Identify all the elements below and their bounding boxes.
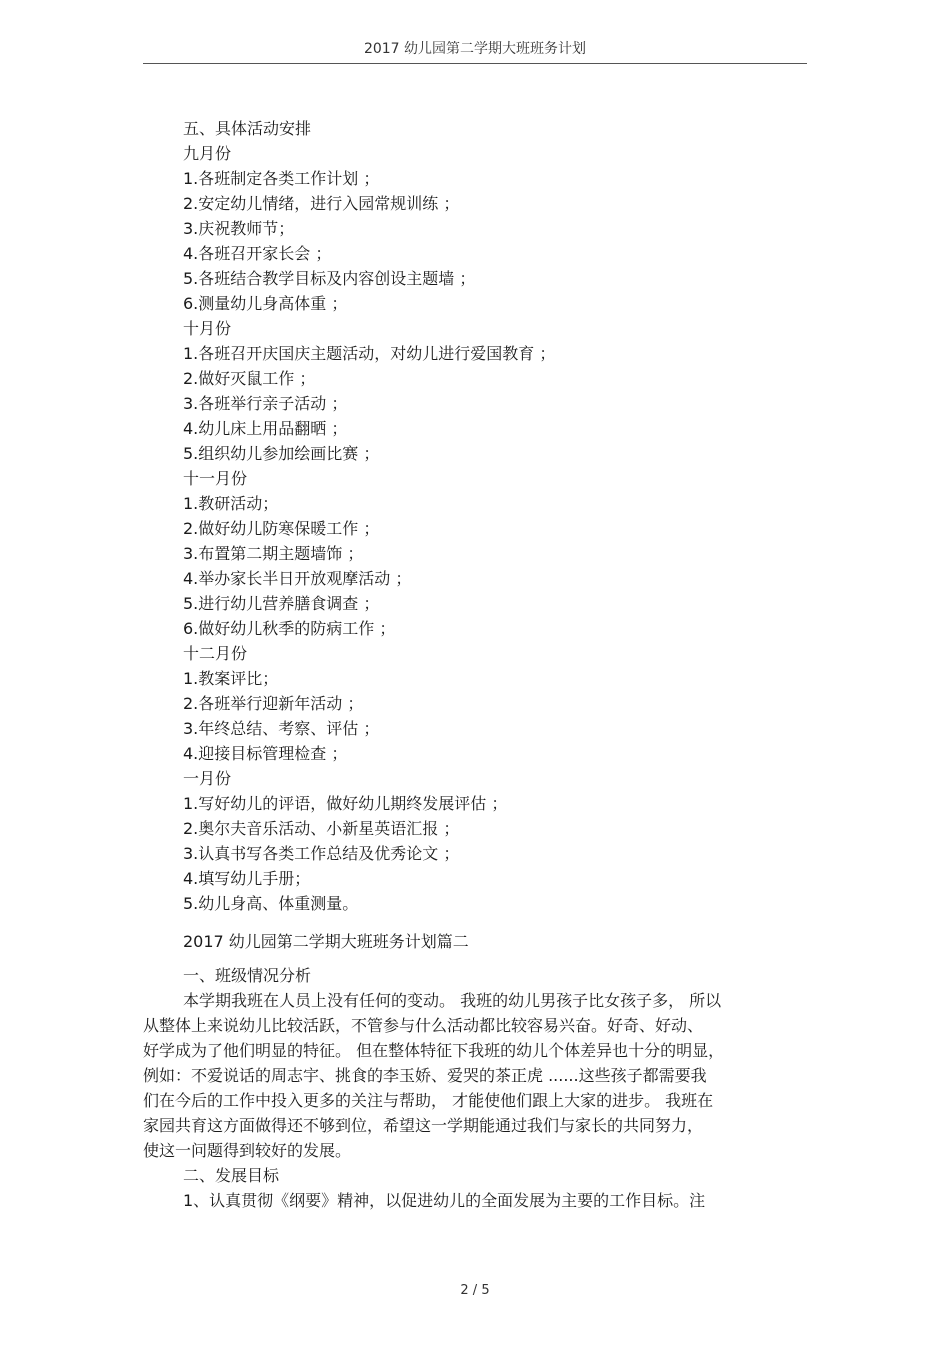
paragraph-line: 好学成为了他们明显的特征。 但在整体特征下我班的幼儿个体差异也十分的明显，	[143, 1041, 725, 1060]
month-label: 九月份	[183, 144, 232, 163]
list-item: 2.安定幼儿情绪，进行入园常规训练 ；	[183, 194, 460, 213]
list-item: 3.庆祝教师节；	[183, 219, 295, 238]
section-heading: 五、具体活动安排	[183, 119, 312, 138]
list-item: 1.教案评比；	[183, 669, 279, 688]
page-number: 2 / 5	[460, 1283, 490, 1298]
part2-title: 2017 幼儿园第二学期大班班务计划篇二	[183, 932, 469, 951]
list-item: 5.进行幼儿营养膳食调查 ；	[183, 594, 380, 613]
paragraph-line: 例如：不爱说话的周志宇、挑食的李玉娇、爱哭的茶正虎 ......这些孩子都需要我	[143, 1066, 707, 1085]
paragraph-line: 使这一问题得到较好的发展。	[143, 1141, 352, 1160]
paragraph-line: 家园共育这方面做得还不够到位，希望这一学期能通过我们与家长的共同努力，	[143, 1116, 704, 1135]
paragraph-line: 们在今后的工作中投入更多的关注与帮助， 才能使他们跟上大家的进步。 我班在	[143, 1091, 714, 1110]
month-label: 一月份	[183, 769, 232, 788]
list-item: 4.各班召开家长会 ；	[183, 244, 332, 263]
list-item: 1.各班制定各类工作计划 ；	[183, 169, 380, 188]
list-item: 2.各班举行迎新年活动 ；	[183, 694, 364, 713]
paragraph-line: 本学期我班在人员上没有任何的变动。 我班的幼儿男孩子比女孩子多， 所以	[183, 991, 722, 1010]
section-heading: 一、班级情况分析	[183, 966, 312, 985]
list-item: 3.年终总结、考察、评估 ；	[183, 719, 380, 738]
month-label: 十二月份	[183, 644, 248, 663]
list-item: 3.各班举行亲子活动 ；	[183, 394, 348, 413]
list-item: 4.迎接目标管理检查 ；	[183, 744, 348, 763]
list-item: 2.做好灭鼠工作 ；	[183, 369, 316, 388]
list-item: 1.各班召开庆国庆主题活动，对幼儿进行爱国教育 ；	[183, 344, 556, 363]
month-label: 十一月份	[183, 469, 248, 488]
list-item: 2.奥尔夫音乐活动、小新星英语汇报 ；	[183, 819, 460, 838]
list-item: 1.教研活动；	[183, 494, 279, 513]
goal-line: 1、认真贯彻《纲要》精神，以促进幼儿的全面发展为主要的工作目标。注	[183, 1191, 706, 1210]
list-item: 5.幼儿身高、体重测量。	[183, 894, 359, 913]
list-item: 4.举办家长半日开放观摩活动 ；	[183, 569, 412, 588]
list-item: 3.认真书写各类工作总结及优秀论文 ；	[183, 844, 460, 863]
list-item: 6.做好幼儿秋季的防病工作 ；	[183, 619, 396, 638]
class-analysis-paragraph	[143, 988, 807, 1163]
list-item: 1.写好幼儿的评语，做好幼儿期终发展评估 ；	[183, 794, 508, 813]
list-item: 5.组织幼儿参加绘画比赛 ；	[183, 444, 380, 463]
list-item: 4.幼儿床上用品翻晒 ；	[183, 419, 348, 438]
paragraph-line: 从整体上来说幼儿比较活跃，不管参与什么活动都比较容易兴奋。好奇、好动、	[143, 1016, 704, 1035]
list-item: 2.做好幼儿防寒保暖工作 ；	[183, 519, 380, 538]
month-label: 十月份	[183, 319, 232, 338]
document-body	[143, 116, 807, 1213]
section-heading: 二、发展目标	[183, 1166, 280, 1185]
header-divider	[143, 63, 807, 64]
list-item: 5.各班结合教学目标及内容创设主题墙 ；	[183, 269, 476, 288]
list-item: 3.布置第二期主题墙饰 ；	[183, 544, 364, 563]
list-item: 4.填写幼儿手册；	[183, 869, 311, 888]
activity-schedule	[143, 141, 807, 916]
page-header-title: 2017 幼儿园第二学期大班班务计划	[363, 41, 587, 57]
list-item: 6.测量幼儿身高体重 ；	[183, 294, 348, 313]
